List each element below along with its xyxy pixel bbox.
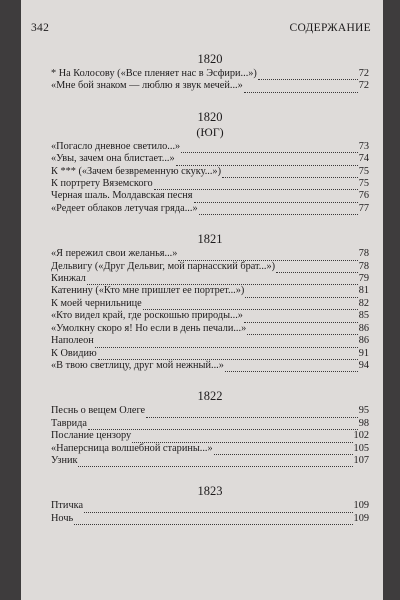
- toc-section: [51, 110, 369, 215]
- toc-entry: [51, 513, 369, 525]
- dot-leader: [181, 144, 358, 153]
- entry-page-number: 109: [353, 500, 369, 512]
- section-year-heading: 1820: [197, 52, 223, 66]
- entry-title: К *** («Зачем безвременную скуку...»): [51, 165, 222, 177]
- entry-title: К моей чернильнице: [51, 297, 142, 309]
- toc-entry: [51, 335, 369, 347]
- entry-title: «Погасло дневное светило...»: [51, 140, 181, 152]
- toc-entry: [51, 285, 369, 297]
- dot-leader: [143, 301, 358, 310]
- entry-title: Наполеон: [51, 335, 94, 347]
- section-subtitle: (ЮГ): [196, 124, 224, 139]
- dot-leader: [222, 169, 358, 178]
- entry-page-number: 75: [358, 178, 369, 190]
- entry-page-number: 72: [358, 80, 369, 92]
- toc-entry: [51, 430, 369, 442]
- entry-page-number: 86: [358, 335, 369, 347]
- entry-page-number: 74: [358, 153, 369, 165]
- toc-entry: [51, 323, 369, 335]
- entry-title: К портрету Вяземского: [51, 178, 153, 190]
- toc-entry: [51, 68, 369, 80]
- entry-page-number: 75: [358, 165, 369, 177]
- dot-leader: [247, 326, 357, 335]
- entry-page-number: 79: [358, 273, 369, 285]
- dot-leader: [245, 289, 357, 298]
- toc-entry: [51, 273, 369, 285]
- dot-leader: [132, 434, 352, 443]
- entry-title: Узник: [51, 454, 78, 466]
- toc-section: [51, 232, 369, 372]
- toc-entry: [51, 178, 369, 190]
- running-title: СОДЕРЖАНИЕ: [289, 22, 371, 34]
- toc-entry: [51, 405, 369, 417]
- entry-title: «В твою светлицу, друг мой нежный...»: [51, 359, 224, 371]
- entry-page-number: 102: [353, 430, 369, 442]
- entry-page-number: 77: [358, 202, 369, 214]
- toc-entry: [51, 455, 369, 467]
- toc-entry: [51, 310, 369, 322]
- toc-entry: [51, 443, 369, 455]
- toc-section: [51, 484, 369, 525]
- section-year-heading: 1821: [197, 232, 223, 247]
- dot-leader: [194, 194, 358, 203]
- entry-title: Катенину («Кто мне пришлет ее портрет...»): [51, 285, 245, 297]
- dot-leader: [258, 71, 358, 80]
- toc-entry: [51, 80, 369, 92]
- dot-leader: [244, 84, 358, 93]
- book-page: [21, 0, 383, 600]
- toc-entry: [51, 298, 369, 310]
- entry-title: Послание цензору: [51, 430, 132, 442]
- entry-title: Таврида: [51, 417, 87, 429]
- entry-title: «Кто видел край, где роскошью природы...»: [51, 310, 243, 322]
- toc-entry: [51, 500, 369, 512]
- entry-page-number: 78: [358, 248, 369, 260]
- entry-page-number: 72: [358, 68, 369, 79]
- entry-page-number: 98: [358, 417, 369, 429]
- entry-page-number: 91: [358, 347, 369, 359]
- toc-section: [51, 52, 369, 93]
- toc-entry: [51, 418, 369, 430]
- toc-entry: [51, 203, 369, 215]
- dot-leader: [225, 363, 358, 372]
- entry-title: «Редеет облаков летучая гряда...»: [51, 202, 198, 214]
- dot-leader: [84, 504, 353, 513]
- entry-page-number: 107: [353, 454, 369, 466]
- entry-title: * На Колосову («Все пленяет нас в Эсфири...»): [51, 68, 257, 79]
- dot-leader: [176, 157, 358, 166]
- entry-title: «Наперсница волшебной старины...»: [51, 442, 213, 454]
- page-number: 342: [31, 22, 50, 34]
- section-year-heading: 1822: [197, 389, 223, 404]
- entry-page-number: 73: [358, 140, 369, 152]
- entry-page-number: 95: [358, 405, 369, 417]
- toc-section: [51, 389, 369, 467]
- entry-title: Песнь о вещем Олеге: [51, 405, 146, 417]
- entry-title: «Мне бой знаком — люблю я звук мечей...»: [51, 80, 243, 92]
- toc-entry: [51, 261, 369, 273]
- entry-page-number: 82: [358, 297, 369, 309]
- entry-title: «Умолкну скоро я! Но если в день печали...»: [51, 322, 247, 334]
- toc-entry: [51, 360, 369, 372]
- dot-leader: [88, 421, 358, 430]
- entry-title: Птичка: [51, 500, 84, 512]
- entry-page-number: 85: [358, 310, 369, 322]
- dot-leader: [74, 516, 352, 525]
- dot-leader: [87, 276, 358, 285]
- dot-leader: [214, 446, 353, 455]
- entry-title: Черная шаль. Молдавская песня: [51, 190, 193, 202]
- entry-title: «Я пережил свои желанья...»: [51, 248, 178, 260]
- entry-title: Дельвигу («Друг Дельвиг, мой парнасский брат...»): [51, 260, 276, 272]
- dot-leader: [154, 181, 358, 190]
- section-year-heading: 1823: [197, 484, 223, 499]
- toc-entry: [51, 190, 369, 202]
- dot-leader: [98, 351, 358, 360]
- entry-title: К Овидию: [51, 347, 97, 359]
- toc-entry: [51, 153, 369, 165]
- dot-leader: [244, 314, 358, 323]
- entry-title: Ночь: [51, 512, 74, 524]
- toc-entry: [51, 141, 369, 153]
- dot-leader: [276, 264, 358, 273]
- dot-leader: [95, 339, 358, 348]
- dot-leader: [178, 252, 357, 261]
- entry-page-number: 109: [353, 512, 369, 524]
- dot-leader: [146, 409, 358, 418]
- entry-page-number: 86: [358, 322, 369, 334]
- toc-entry: [51, 166, 369, 178]
- table-of-contents: [51, 52, 369, 542]
- entry-page-number: 76: [358, 190, 369, 202]
- entry-title: Кинжал: [51, 273, 86, 285]
- dot-leader: [199, 206, 358, 215]
- entry-page-number: 81: [358, 285, 369, 297]
- dot-leader: [78, 458, 352, 467]
- entry-page-number: 105: [353, 442, 369, 454]
- section-year-heading: 1820: [197, 109, 223, 124]
- entry-page-number: 78: [358, 260, 369, 272]
- toc-entry: [51, 348, 369, 360]
- entry-title: «Увы, зачем она блистает...»: [51, 153, 175, 165]
- entry-page-number: 94: [358, 359, 369, 371]
- toc-entry: [51, 248, 369, 260]
